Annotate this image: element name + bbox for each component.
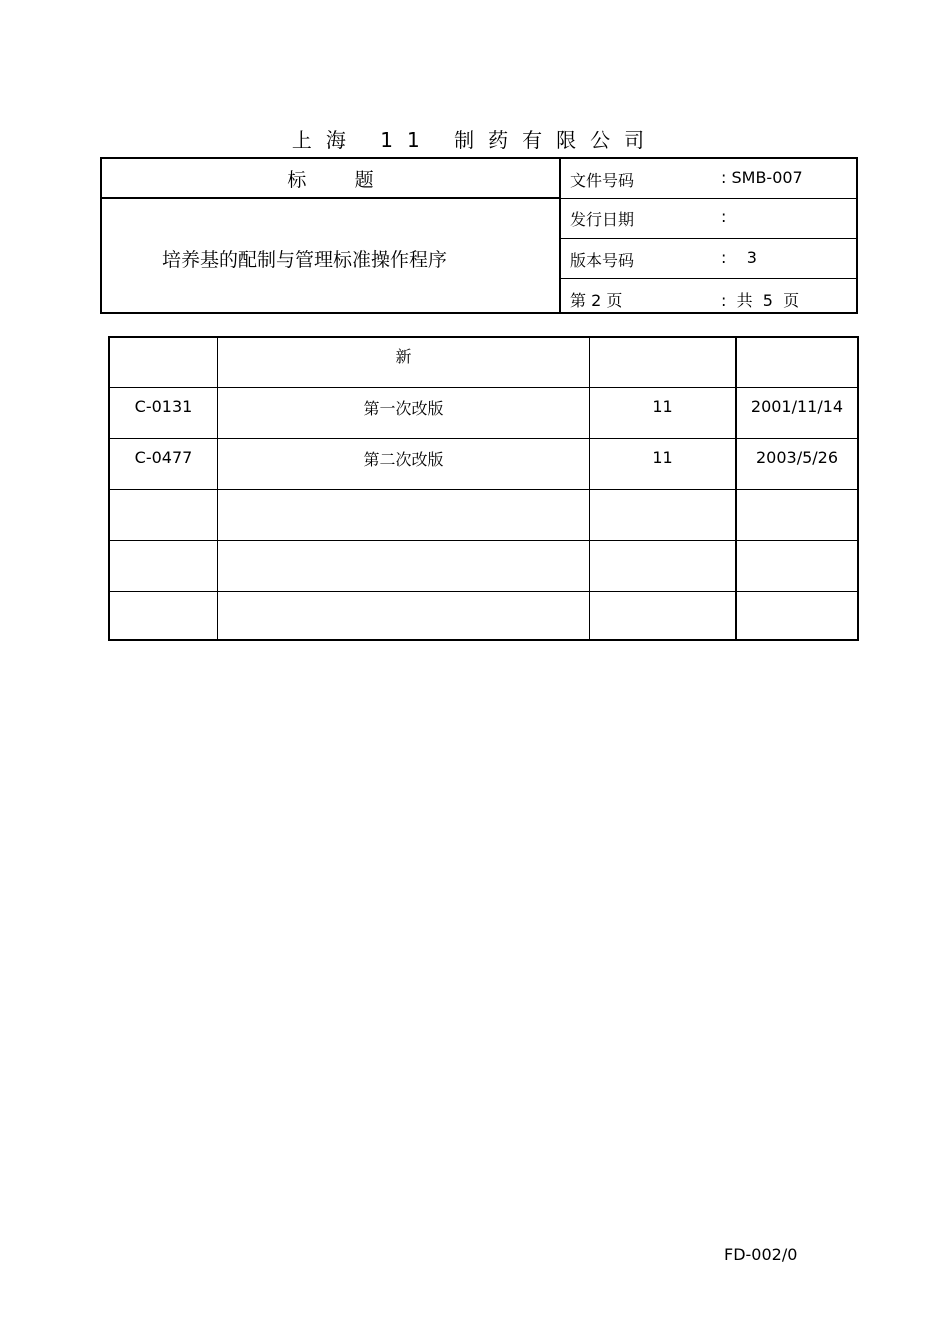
revision-history-table [108,336,859,641]
page-row [561,279,856,312]
doc-number-value: : SMB-007 [721,168,803,187]
row-divider [110,540,857,541]
title-label: 标 题 [102,159,559,199]
doc-number-row [561,159,856,199]
issue-date-value: : [721,207,727,226]
document-title: 培养基的配制与管理标准操作程序 [162,249,448,271]
title-block [102,159,561,312]
revision-description-cell: 第二次改版 [363,450,444,469]
version-value: : 3 [721,248,757,267]
revision-date-cell: 2003/5/26 [755,448,839,467]
revision-author-cell: 11 [652,448,673,467]
revision-date-cell: 2001/11/14 [750,397,844,416]
form-code: FD-002/0 [724,1245,798,1264]
revision-author-cell: 11 [652,397,673,416]
row-divider [110,489,857,490]
revision-number-cell: C-0131 [134,397,193,416]
company-name: 上海 11 制药有限公司 [291,128,659,152]
issue-date-label: 发行日期 [570,210,635,229]
page-value: : 共 5 页 [721,291,800,310]
document-header-table [100,157,858,314]
row-divider [110,438,857,439]
version-row [561,239,856,279]
page-label: 第 2 页 [570,291,623,310]
meta-block [561,159,856,312]
doc-number-label: 文件号码 [570,171,635,190]
row-divider [110,591,857,592]
version-label: 版本号码 [570,251,635,270]
revision-description-cell: 第一次改版 [363,399,444,418]
issue-date-row [561,199,856,239]
revision-number-cell: C-0477 [134,448,193,467]
row-divider [110,387,857,388]
header-cell-description: 新 [395,347,412,366]
